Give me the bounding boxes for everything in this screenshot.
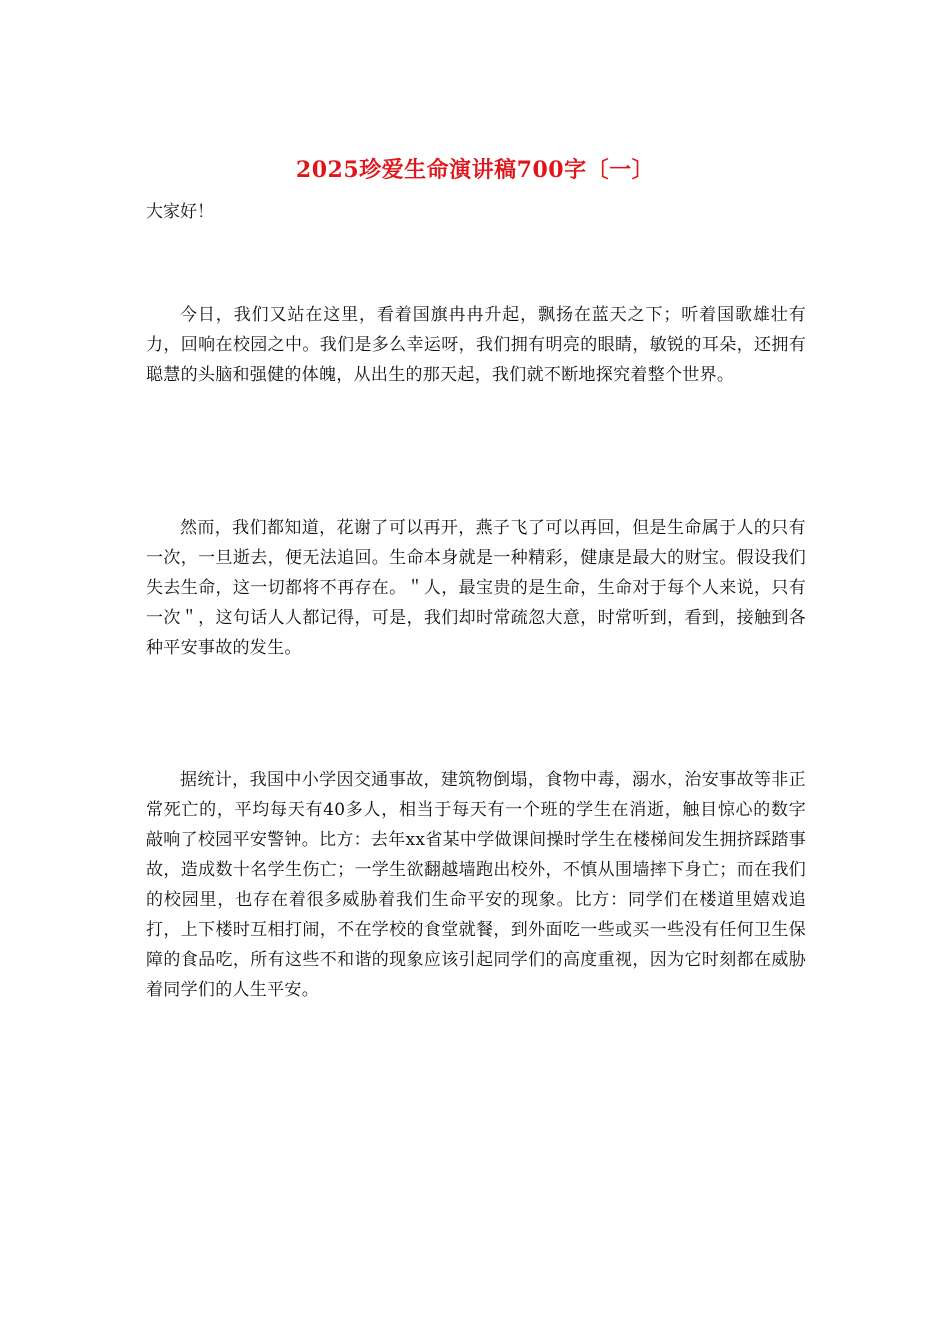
paragraph-2: 然而，我们都知道，花谢了可以再开，燕子飞了可以再回，但是生命属于人的只有一次，一旦逝去，便无法追回。生命本身就是一种精彩，健康是最大的财宝。假设我们失去生命，这一切都将不再存在。＂人，最宝贵的是生命，生命对于每个人来说，只有一次＂，这句话人人都记得，可是，我们却时常疏忽大意，时常听到，看到，接触到各种平安事故的发生。 (146, 518, 806, 658)
paragraph-1: 今日，我们又站在这里，看着国旗冉冉升起，飘扬在蓝天之下；听着国歌雄壮有力，回响在校园之中。我们是多么幸运呀，我们拥有明亮的眼睛，敏锐的耳朵，还拥有聪慧的头脑和强健的体魄，从出生的那天起，我们就不断地探究着整个世界。 (146, 305, 806, 385)
document-title: 2025珍爱生命演讲稿700字〔一〕 (295, 157, 655, 183)
greeting-text: 大家好！ (146, 202, 214, 222)
paragraph-3: 据统计，我国中小学因交通事故，建筑物倒塌，食物中毒，溺水，治安事故等非正常死亡的，平均每天有40多人，相当于每天有一个班的学生在消逝，触目惊心的数字敲响了校园平安警钟。比方：去年xx省某中学做课间操时学生在楼梯间发生拥挤踩踏事故，造成数十名学生伤亡；一学生欲翻越墙跑出校外，不慎从围墙摔下身亡；而在我们的校园里，也存在着很多威胁着我们生命平安的现象。比方：同学们在楼道里嬉戏追打，上下楼时互相打闹，不在学校的食堂就餐，到外面吃一些或买一些没有任何卫生保障的食品吃，所有这些不和谐的现象应该引起同学们的高度重视，因为它时刻都在威胁着同学们的人生平安。 (146, 770, 806, 1000)
